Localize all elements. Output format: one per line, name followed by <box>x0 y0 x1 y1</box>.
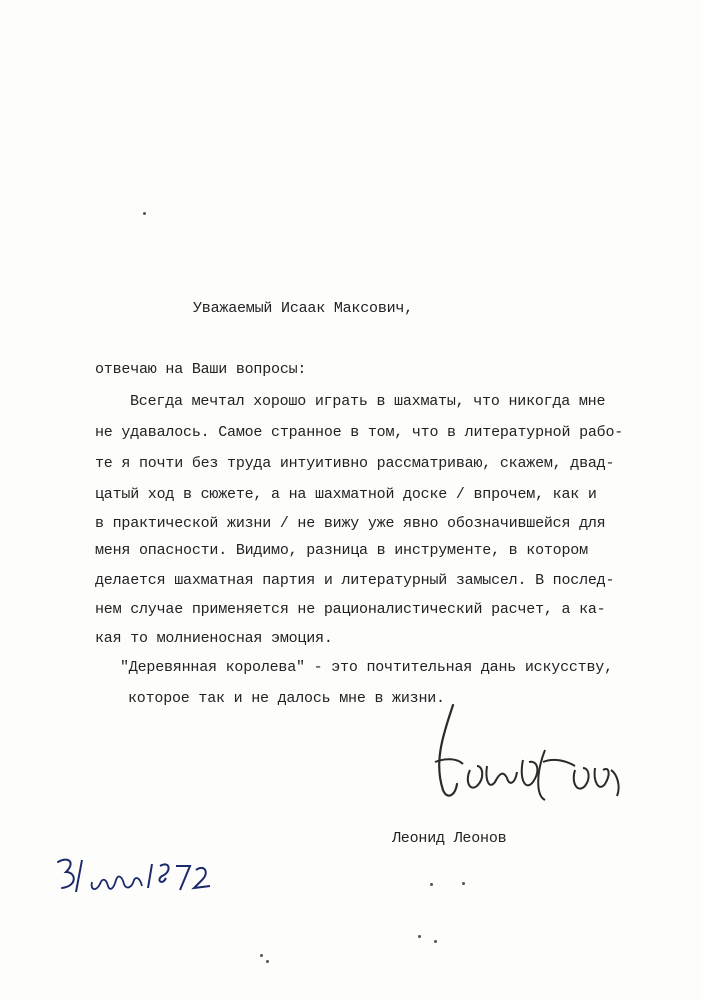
paper-speck <box>434 940 437 943</box>
paragraph-1-line: Всегда мечтал хорошо играть в шахматы, что никогда мне <box>130 393 606 410</box>
salutation: Уважаемый Исаак Максович, <box>193 300 414 317</box>
paragraph-2-line: которое так и не далось мне в жизни. <box>128 690 445 707</box>
handwritten-signature <box>425 700 640 825</box>
paper-speck <box>462 882 465 885</box>
paragraph-1-line: в практической жизни / не вижу уже явно обозначившейся для <box>95 515 606 532</box>
paper-speck <box>418 935 421 938</box>
paper-speck <box>266 960 269 963</box>
paragraph-2-line: "Деревянная королева" - это почтительная дань искусству, <box>120 659 613 676</box>
paragraph-1-line: цатый ход в сюжете, а на шахматной доске / впрочем, как и <box>95 486 597 503</box>
paper-speck <box>260 954 263 957</box>
paragraph-1-line: нем случае применяется не рационалистический расчет, а ка- <box>95 601 606 618</box>
handwritten-date <box>52 852 217 907</box>
signature-name: Леонид Леонов <box>392 830 507 847</box>
paragraph-1-line: меня опасности. Видимо, разница в инструменте, в котором <box>95 542 588 559</box>
paper-speck <box>143 212 146 215</box>
paragraph-1-line: не удавалось. Самое странное в том, что в литературной рабо- <box>95 424 624 441</box>
paragraph-1-line: кая то молниеносная эмоция. <box>95 630 333 647</box>
paragraph-1-line: делается шахматная партия и литературный замысел. В послед- <box>95 572 615 589</box>
paragraph-1-line: те я почти без труда интуитивно рассматриваю, скажем, двад- <box>95 455 615 472</box>
intro-line: отвечаю на Ваши вопросы: <box>95 361 307 378</box>
paper-speck <box>430 883 433 886</box>
